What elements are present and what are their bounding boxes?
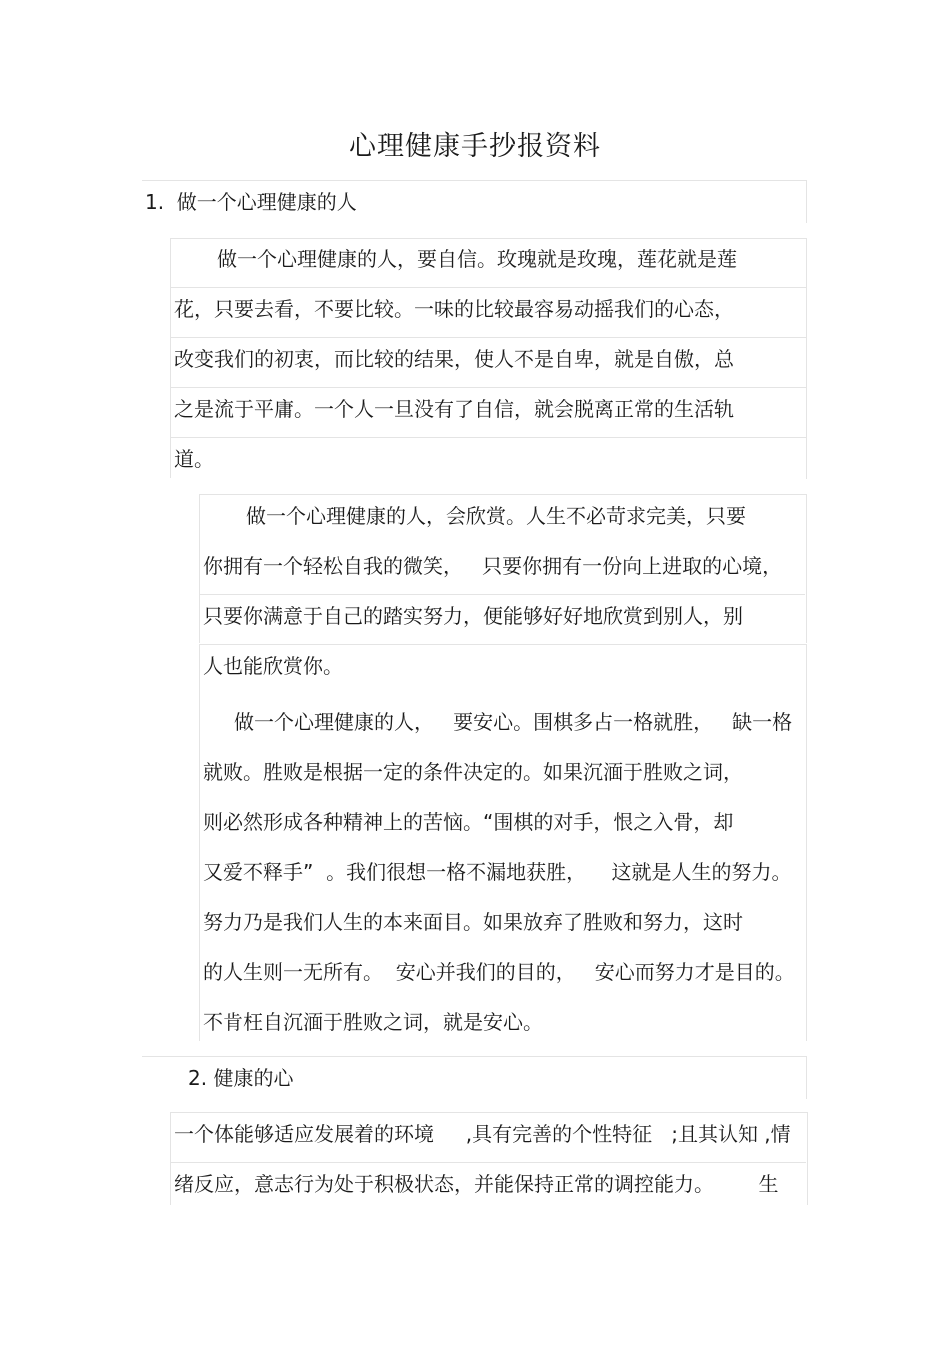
paragraph-line: 改变我们的初衷，而比较的结果，使人不是自卑，就是自傲，总 <box>174 347 734 371</box>
paragraph-line: 只要你满意于自己的踏实努力，便能够好好地欣赏到别人，别 <box>203 604 743 628</box>
paragraph-line: 不肯枉自沉湎于胜败之词，就是安心。 <box>203 1010 543 1034</box>
paragraph-line: 做一个心理健康的人，要自信。玫瑰就是玫瑰，莲花就是莲 <box>217 247 737 271</box>
paragraph-line: 的人生则一无所有。 安心并我们的目的， 安心而努力才是目的。 <box>203 960 795 984</box>
paragraph-line: 又爱不释手” 。我们很想一格不漏地获胜， 这就是人生的努力。 <box>203 860 792 884</box>
cell-border <box>199 594 805 595</box>
paragraph-line: 你拥有一个轻松自我的微笑， 只要你拥有一份向上进取的心境， <box>203 554 783 578</box>
section-heading: 2. 健康的心 <box>188 1066 294 1090</box>
paragraph-line: 人也能欣赏你。 <box>203 654 343 678</box>
paragraph-line: 则必然形成各种精神上的苦恼。“围棋的对手，恨之入骨，却 <box>203 810 734 834</box>
cell-border <box>170 287 807 288</box>
cell-border <box>170 337 807 338</box>
cell-border <box>170 1162 806 1163</box>
paragraph-line: 做一个心理健康的人， 要安心。围棋多占一格就胜， 缺一格 <box>234 710 793 734</box>
paragraph-line: 做一个心理健康的人，会欣赏。人生不必苛求完美，只要 <box>246 504 746 528</box>
paragraph-line: 绪反应，意志行为处于积极状态，并能保持正常的调控能力。 生 <box>174 1172 779 1196</box>
paragraph-line: 努力乃是我们人生的本来面目。如果放弃了胜败和努力，这时 <box>203 910 743 934</box>
document-title: 心理健康手抄报资料 <box>349 131 601 162</box>
cell-border <box>170 437 807 438</box>
paragraph-line: 之是流于平庸。一个人一旦没有了自信，就会脱离正常的生活轨 <box>174 397 734 421</box>
paragraph-line: 道。 <box>174 447 214 471</box>
cell-border <box>170 387 807 388</box>
paragraph-line: 就败。胜败是根据一定的条件决定的。如果沉湎于胜败之词， <box>203 760 743 784</box>
paragraph-line: 一个体能够适应发展着的环境 ,具有完善的个性特征 ;且其认知 ,情 <box>174 1122 791 1146</box>
paragraph-line: 花，只要去看，不要比较。一味的比较最容易动摇我们的心态， <box>174 297 734 321</box>
section-heading: 1. 做一个心理健康的人 <box>145 190 357 214</box>
cell-border <box>170 238 171 478</box>
